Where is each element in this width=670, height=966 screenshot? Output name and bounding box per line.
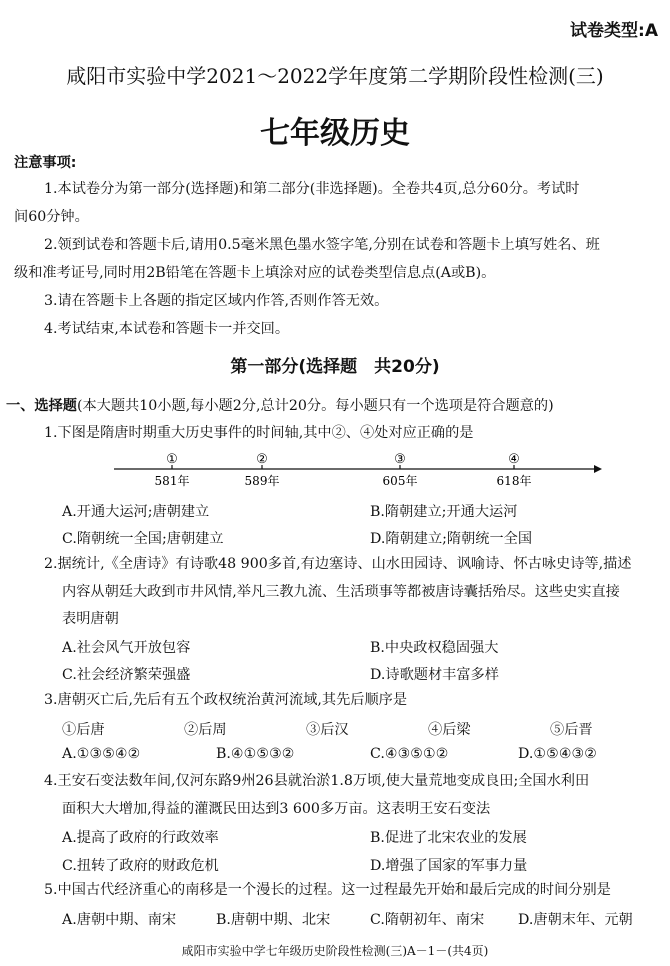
q1-option-c: C.隋朝统一全国;唐朝建立 — [62, 531, 224, 547]
q2-stem-line2: 内容从朝廷大政到市井风情,举凡三教九流、生活琐事等都被唐诗囊括殆尽。这些史实直接 — [62, 584, 620, 600]
q2-option-d: D.诗歌题材丰富多样 — [370, 667, 499, 683]
exam-title: 咸阳市实验中学2021～2022学年度第二学期阶段性检测(三) — [66, 64, 604, 88]
notice-item-2-cont: 级和准考证号,同时用2B铅笔在答题卡上填涂对应的试卷类型信息点(A或B)。 — [14, 265, 496, 281]
timeline-marker-4: ④ — [508, 452, 520, 467]
notice-heading: 注意事项: — [14, 155, 77, 171]
q1-option-a: A.开通大运河;唐朝建立 — [62, 504, 210, 520]
timeline-year-4: 618年 — [496, 474, 532, 488]
timeline-marker-1: ① — [166, 452, 178, 467]
page-footer: 咸阳市实验中学七年级历史阶段性检测(三)A－1－(共4页) — [181, 944, 489, 958]
section-heading — [6, 398, 554, 414]
part1-title: 第一部分(选择题 共20分) — [230, 357, 440, 377]
q5-stem: 5.中国古代经济重心的南移是一个漫长的过程。这一过程最先开始和最后完成的时间分别是 — [44, 882, 611, 898]
q3-option-d: D.①⑤④③② — [518, 746, 597, 762]
q4-option-c: C.扭转了政府的财政危机 — [62, 858, 219, 874]
q3-option-c: C.④③⑤①② — [370, 746, 449, 762]
q3-option-b: B.④①⑤③② — [216, 746, 295, 762]
q4-stem-line2: 面积大大增加,得益的灌溉民田达到3 600多万亩。这表明王安石变法 — [62, 801, 491, 817]
q1-timeline — [110, 449, 604, 489]
q4-option-d: D.增强了国家的军事力量 — [370, 858, 528, 874]
section-label: 一、选择题 — [6, 398, 77, 414]
q3-option-a: A.①③⑤④② — [62, 746, 141, 762]
notice-item-1: 1.本试卷分为第一部分(选择题)和第二部分(非选择题)。全卷共4页,总分60分。考试时 — [44, 181, 580, 197]
notice-item-1-cont: 间60分钟。 — [14, 209, 89, 225]
q2-stem-line3: 表明唐朝 — [62, 611, 119, 627]
notice-item-2: 2.领到试卷和答题卡后,请用0.5毫米黑色墨水签字笔,分别在试卷和答题卡上填写姓名、班 — [44, 237, 600, 253]
q1-option-b: B.隋朝建立;开通大运河 — [370, 504, 518, 520]
q3-item-2: ②后周 — [184, 722, 227, 738]
q5-option-d: D.唐朝末年、元朝 — [518, 912, 633, 928]
q2-option-c: C.社会经济繁荣强盛 — [62, 667, 191, 683]
q3-item-3: ③后汉 — [306, 722, 349, 738]
notice-item-4: 4.考试结束,本试卷和答题卡一并交回。 — [44, 321, 290, 337]
subject-title: 七年级历史 — [260, 116, 410, 151]
q4-option-b: B.促进了北宋农业的发展 — [370, 830, 527, 846]
q3-stem: 3.唐朝灭亡后,先后有五个政权统治黄河流域,其先后顺序是 — [44, 692, 408, 708]
timeline-marker-3: ③ — [394, 452, 406, 467]
q4-option-a: A.提高了政府的行政效率 — [62, 830, 219, 846]
q3-item-1: ①后唐 — [62, 722, 105, 738]
timeline-marker-2: ② — [256, 452, 268, 467]
q5-option-a: A.唐朝中期、南宋 — [62, 912, 177, 928]
q5-option-b: B.唐朝中期、北宋 — [216, 912, 331, 928]
q2-option-a: A.社会风气开放包容 — [62, 640, 191, 656]
q2-stem-line1: 2.据统计,《全唐诗》有诗歌48 900多首,有边塞诗、山水田园诗、讽喻诗、怀古咏史诗等,描述 — [44, 556, 632, 572]
q1-option-d: D.隋朝建立;隋朝统一全国 — [370, 531, 533, 547]
timeline-arrow — [594, 465, 602, 473]
q4-stem-line1: 4.王安石变法数年间,仅河东路9州26县就治淤1.8万顷,使大量荒地变成良田;全国水利田 — [44, 773, 590, 789]
timeline-year-1: 581年 — [154, 474, 190, 488]
section-description: (本大题共10小题,每小题2分,总计20分。每小题只有一个选项是符合题意的) — [76, 398, 554, 414]
timeline-year-3: 605年 — [382, 474, 418, 488]
q3-item-5: ⑤后晋 — [550, 722, 593, 738]
notice-item-3: 3.请在答题卡上各题的指定区域内作答,否则作答无效。 — [44, 293, 389, 309]
q3-item-4: ④后梁 — [428, 722, 471, 738]
q5-option-c: C.隋朝初年、南宋 — [370, 912, 485, 928]
paper-type-label: 试卷类型:A — [570, 21, 658, 41]
timeline-year-2: 589年 — [244, 474, 280, 488]
q1-stem: 1.下图是隋唐时期重大历史事件的时间轴,其中②、④处对应正确的是 — [44, 425, 474, 441]
q2-option-b: B.中央政权稳固强大 — [370, 640, 499, 656]
